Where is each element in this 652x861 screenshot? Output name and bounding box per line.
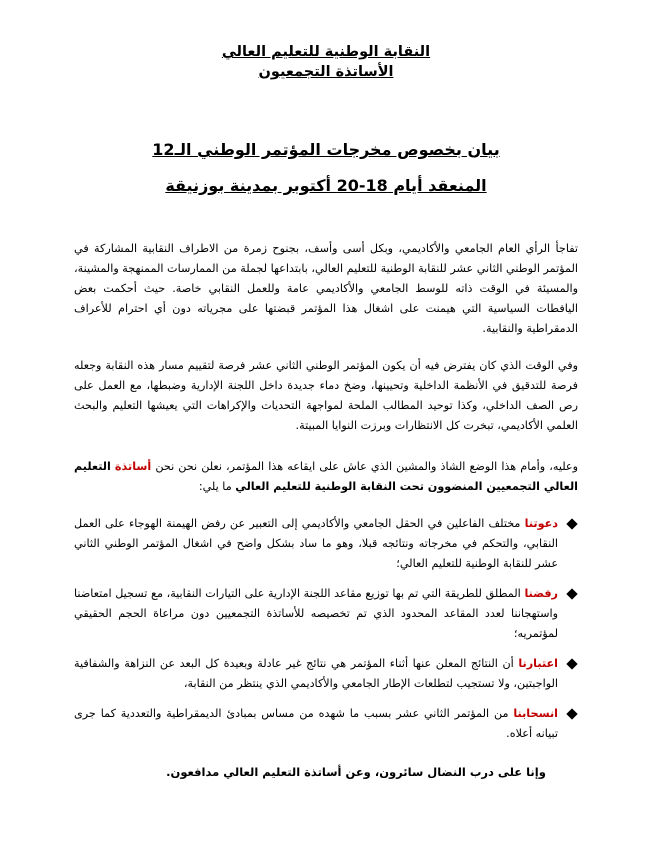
list-item — [74, 514, 578, 574]
paragraph-3-bold: التعليم العالي التجمعيين المنضوون تحت النقابة الوطنية للتعليم العالي — [74, 460, 578, 493]
title-line-2: المنعقد أيام 18-20 أكتوبر بمدينة بوزنيقة — [165, 176, 487, 195]
diamond-bullet-icon — [566, 708, 577, 719]
list-item — [74, 704, 578, 744]
resolution-list — [74, 514, 578, 754]
document-title — [0, 132, 652, 204]
list-item — [74, 584, 578, 644]
diamond-bullet-icon — [566, 518, 577, 529]
list-item-text: أن النتائج المعلن عنها أثناء المؤتمر هي نتائج غير عادلة وبعيدة كل البعد عن النزاهة والشفافية الواجبتين، ولا تستجيب لتطلعات الإطار الجامعي والأكاديمي الذي ينتظر من النقابة، — [74, 657, 558, 690]
paragraph-3-intro: وعليه، وأمام هذا الوضع الشاذ والمشين الذي عاش على ايقاعه هذا المؤتمر، نعلن نحن نحن — [151, 460, 578, 473]
list-item-keyword: اعتبارنا — [518, 657, 558, 670]
list-item — [74, 654, 578, 694]
list-item-keyword: انسحابنا — [513, 707, 558, 720]
paragraph-3-end: ما يلي: — [198, 480, 236, 493]
diamond-bullet-icon — [566, 658, 577, 669]
title-line-1: بيان بخصوص مخرجات المؤتمر الوطني الـ12 — [152, 140, 500, 159]
group-name: الأساتذة التجمعيون — [258, 64, 394, 80]
list-item-text: من المؤتمر الثاني عشر بسبب ما شهده من مساس بمبادئ الديمقراطية والتعددية كما جرى تبيانه أعلاه. — [74, 707, 558, 740]
document-header — [0, 42, 652, 82]
list-item-keyword: رفضنا — [524, 587, 558, 600]
list-item-text: المطلق للطريقة التي تم بها توزيع مقاعد اللجنة الإدارية على التيارات النقابية، مع تسجيل امتعاضنا واستهجاننا لعدد المقاعد المحدود الذي تم تخصيصه للأساتذة التجمعيين دون مراعاة الحجم الحقيقي لمؤتمريه؛ — [74, 587, 558, 640]
paragraph-3 — [74, 457, 578, 497]
diamond-bullet-icon — [566, 588, 577, 599]
list-item-text: مختلف الفاعلين في الحقل الجامعي والأكاديمي إلى التعبير عن رفض الهيمنة الهوجاء على العمل النقابي، والتحكم في مخرجاته ونتائجه قبلا، وهو ما ساد بشكل واضح في اشغال المؤتمر الوطني الثاني عشر للنقابة الوطنية للتعليم العالي؛ — [74, 517, 558, 570]
closing-statement: وإنا على درب النضال سائرون، وعن أساتذة التعليم العالي مدافعون. — [166, 765, 546, 779]
paragraph-2: وفي الوقت الذي كان يفترض فيه أن يكون المؤتمر الوطني الثاني عشر فرصة لتقييم مسار هذه النقابة وجعله فرصة للتدقيق في الأنظمة الداخلية وتحيينها، وضخ دماء جديدة داخل اللجنة الإدارية وضبطها، مع العمل على رص الصف الداخلي، وكذا توحيد المطالب الملحة لمواجهة التحديات والإكراهات التي يعيشها التعليم والبحث العلمي الأكاديمي، تبخرت كل الانتظارات وبرزت النوايا المبيتة. — [74, 359, 578, 432]
paragraph-1: تفاجأ الرأي العام الجامعي والأكاديمي، وبكل أسى وأسف، بجنوح زمرة من الاطراف النقابية المشاركة في المؤتمر الوطني الثاني عشر للنقابة الوطنية للتعليم العالي، بابتداعها لجملة من الممارسات الممنهجة والمشينة، والمسيئة في الوقت ذاته للوسط الجامعي والأكاديمي عامة وللعمل النقابي خاصة. حيث أحكمت بعض اليافطات السياسية التي هيمنت على اشغال هذا المؤتمر قبضتها على مجرياته دون أي احترام للأعراف الدمقراطية والنقابية. — [74, 242, 578, 335]
paragraph-3-highlight: أساتذة — [114, 460, 152, 473]
union-name: النقابة الوطنية للتعليم العالي — [221, 44, 431, 60]
list-item-keyword: دعوتنا — [524, 517, 558, 530]
